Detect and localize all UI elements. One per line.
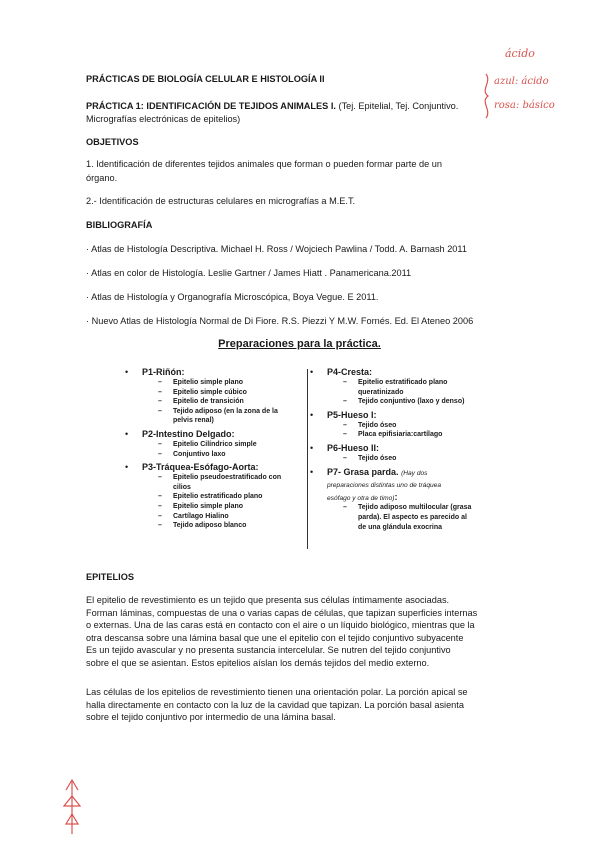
course-title: PRÁCTICAS DE BIOLOGÍA CELULAR E HISTOLOGÍA II	[86, 74, 325, 84]
preparation-sub-item: – Tejido adiposo (en la zona de la pelvis renal)	[142, 407, 305, 426]
preparation-sub-item: – Tejido óseo	[327, 454, 490, 464]
preparation-sub-item: – Epitelio Cilíndrico simple	[142, 440, 305, 450]
column-divider	[307, 369, 308, 549]
epithelia-heading: EPITELIOS	[86, 572, 134, 582]
objective-1-line1: 1. Identificación de diferentes tejidos animales que forman o pueden formar parte de un	[86, 159, 442, 169]
preparation-sub-item: – Cartílago Hialino	[142, 512, 305, 522]
practice-title	[86, 100, 458, 113]
epithelia-paragraph-2: Las células de los epitelios de revestimiento tienen una orientación polar. La porción apical se halla directamente en contacto con la luz de la cavidad que tapizan. La porción basal asienta sobre el tejido conjuntivo por intermedio de una lámina basal.	[86, 687, 468, 723]
preparation-sub-item: – Epitelio de transición	[142, 397, 305, 407]
preparation-sub-item: – Tejido óseo	[327, 421, 490, 431]
preparation-sub-item: – Epitelio simple cúbico	[142, 388, 305, 398]
handwritten-arrow-icon	[58, 776, 86, 838]
preparation-item: • P3-Tráquea-Esófago-Aorta: – Epitelio pseudoestratificado con cilios – Epitelio estratificado plano – Epitelio simple plano – Cartílago Hialino – Tejido adiposo blanco	[125, 461, 305, 531]
preparation-sub-item: – Tejido adiposo multilocular (grasa parda). El aspecto es parecido al de una glándula exocrina	[327, 503, 490, 532]
objectives-heading: OBJETIVOS	[86, 137, 139, 147]
objective-1-line2: órgano.	[86, 173, 118, 183]
preparation-item: • P2-Intestino Delgado: – Epitelio Cilíndrico simple – Conjuntivo laxo	[125, 428, 305, 459]
preparation-item: • P6-Hueso II: – Tejido óseo	[310, 442, 490, 464]
bibliography-item: · Atlas en color de Histología. Leslie Gartner / James Hiatt . Panamericana.2011	[86, 268, 412, 278]
preparation-item: • P4-Cresta: – Epitelio estratificado plano queratinizado – Tejido conjuntivo (laxo y denso)	[310, 366, 490, 407]
preparation-sub-item: – Epitelio simple plano	[142, 502, 305, 512]
objective-2: 2.- Identificación de estructuras celulares en micrografías a M.E.T.	[86, 196, 356, 206]
preparation-sub-item: – Epitelio estratificado plano queratinizado	[327, 378, 490, 397]
epithelia-paragraph-1: El epitelio de revestimiento es un tejido que presenta sus células íntimamente asociadas. Forman láminas, compuestas de una o varias capas de células, que tapizan superficies internas o externas. Una de las caras está en contacto con el aire o un líquido biológico, mientras que la otra descansa sobre una lámina basal que une el epitelio con el tejido conjuntivo subyacente Es un tejido avascular y no presenta sustancia intercelular. Se nutren del tejido conjuntivo sobre el que se asientan. Estos epitelios aíslan los demás tejidos del medio externo.	[86, 595, 478, 668]
preparation-sub-item: – Tejido adiposo blanco	[142, 521, 305, 531]
preparations-title: Preparaciones para la práctica.	[218, 338, 381, 350]
bibliography-item: · Atlas de Histología Descriptiva. Michael H. Ross / Wojciech Pawlina / Todd. A. Barnash 2011	[86, 244, 467, 254]
handwritten-note-line1: azul: ácido	[494, 76, 549, 87]
handwritten-note-top: ácido	[505, 47, 535, 60]
preparation-sub-item: – Epitelio pseudoestratificado con cilios	[142, 473, 305, 492]
preparation-sub-item: – Epitelio estratificado plano	[142, 492, 305, 502]
preparation-sub-item: – Tejido conjuntivo (laxo y denso)	[327, 397, 490, 407]
practice-title-bold: PRÁCTICA 1: IDENTIFICACIÓN DE TEJIDOS ANIMALES I.	[86, 101, 336, 111]
preparation-item: • P7- Grasa parda. (Hay dos preparaciones distintas uno de tráquea esófago y otra de timo): – Tejido adiposo multilocular (grasa parda). El aspecto es parecido al de una glándula exocrina	[310, 466, 490, 533]
preparation-sub-item: – Epitelio simple plano	[142, 378, 305, 388]
handwritten-note-line2: rosa: básico	[494, 100, 555, 111]
preparations-left-column	[125, 364, 305, 531]
bibliography-heading: BIBLIOGRAFÍA	[86, 220, 153, 230]
bibliography-item: · Atlas de Histología y Organografía Microscópica, Boya Vegue. E 2011.	[86, 292, 379, 302]
preparation-sub-item: – Conjuntivo laxo	[142, 450, 305, 460]
preparation-item: • P5-Hueso I: – Tejido óseo – Placa epifisiaria:cartílago	[310, 409, 490, 440]
preparation-item: • P1-Riñón: – Epitelio simple plano – Epitelio simple cúbico – Epitelio de transición – Tejido adiposo (en la zona de la pelvis renal)	[125, 366, 305, 426]
practice-title-line2: Micrografías electrónicas de epitelios)	[86, 114, 241, 124]
bibliography-item: · Nuevo Atlas de Histología Normal de Di Fiore. R.S. Piezzi Y M.W. Fornés. Ed. El Ateneo 2006	[86, 316, 474, 326]
preparations-right-column	[310, 364, 490, 532]
preparation-sub-item: – Placa epifisiaria:cartílago	[327, 430, 490, 440]
practice-title-rest: (Tej. Epitelial, Tej. Conjuntivo.	[335, 101, 459, 111]
